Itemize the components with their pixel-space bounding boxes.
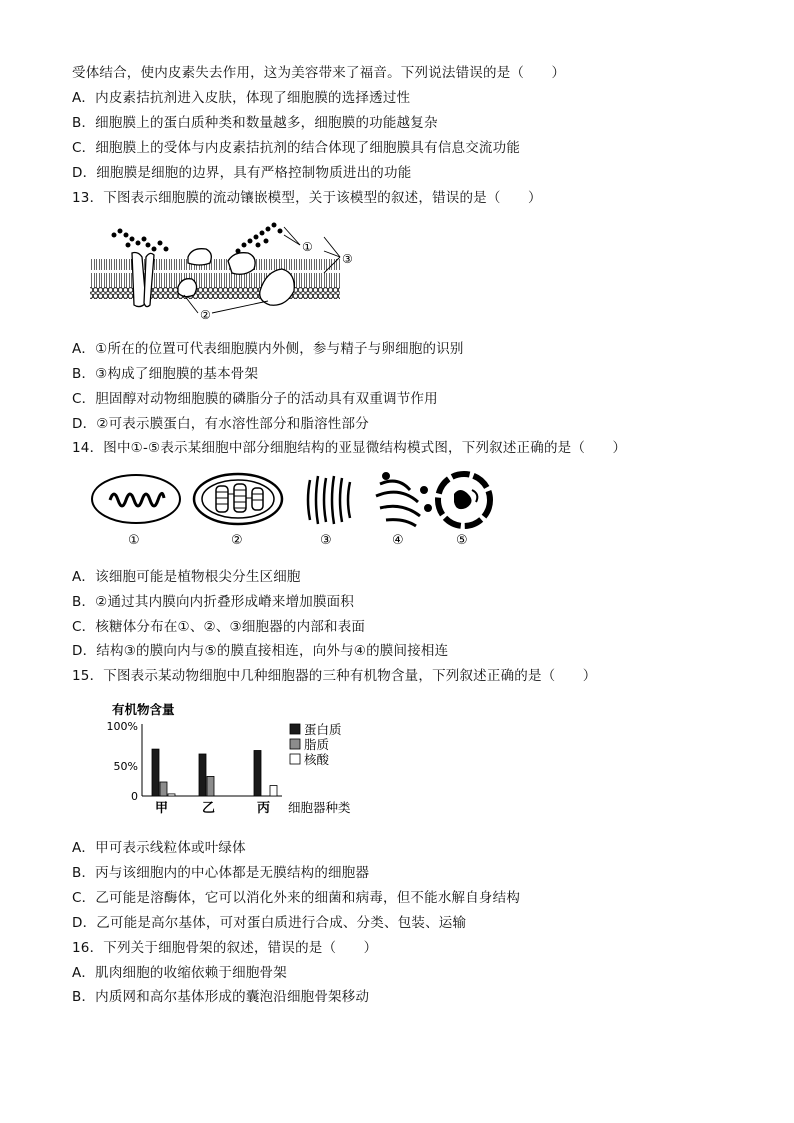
q14-option-d: D．结构③的膜向内与⑤的膜直接相连，向外与④的膜间接相连 (72, 643, 449, 659)
organelles-figure (88, 468, 498, 550)
y-axis-title: 有机物含量 (112, 702, 175, 717)
legend-label-脂质: 脂质 (304, 737, 330, 752)
legend-swatch-脂质 (290, 739, 300, 749)
label-2: ② (231, 533, 243, 548)
x-tick-丙: 丙 (257, 801, 271, 816)
phospholipid-bilayer (90, 259, 340, 299)
q16-option-a: A．肌肉细胞的收缩依赖于细胞骨架 (72, 965, 287, 981)
q15-option-a: A．甲可表示线粒体或叶绿体 (72, 840, 246, 856)
label-1: ① (128, 533, 140, 548)
bar-甲-蛋白质 (152, 749, 159, 796)
nucleus-icon (438, 474, 490, 526)
mitochondrion-icon (92, 475, 180, 523)
q15-stem: 15．下图表示某动物细胞中几种细胞器的三种有机物含量，下列叙述正确的是（ ） (72, 668, 597, 684)
q16-stem: 16．下列关于细胞骨架的叙述，错误的是（ ） (72, 940, 378, 956)
q12-option-d: D．细胞膜是细胞的边界，具有严格控制物质进出的功能 (72, 165, 412, 181)
q16-option-b: B．内质网和高尔基体形成的囊泡沿细胞骨架移动 (72, 989, 370, 1005)
bar-丙-核酸 (270, 786, 277, 797)
x-tick-甲: 甲 (155, 801, 169, 816)
q14-option-b: B．②通过其内膜向内折叠形成嵴来增加膜面积 (72, 594, 355, 610)
q12-stem-tail: 受体结合，使内皮素失去作用，这为美容带来了福音。下列说法错误的是（ ） (72, 65, 566, 81)
legend-label-核酸: 核酸 (304, 752, 330, 767)
glycocalyx-right (236, 223, 283, 254)
y-tick-100: 100% (106, 720, 138, 733)
legend-swatch-蛋白质 (290, 724, 300, 734)
legend-label-蛋白质: 蛋白质 (304, 722, 342, 737)
label-5: ⑤ (456, 533, 468, 548)
label-3: ③ (320, 533, 332, 548)
golgi-apparatus-icon (376, 474, 431, 527)
glycoprotein (228, 253, 255, 275)
q15-option-c: C．乙可能是溶酶体，它可以消化外来的细菌和病毒，但不能水解自身结构 (72, 890, 521, 906)
bar-乙-脂质 (207, 776, 214, 796)
organic-content-chart (104, 700, 384, 820)
y-tick-0: 0 (131, 790, 138, 803)
membrane-model-figure (88, 213, 368, 325)
chloroplast-icon (194, 474, 282, 524)
q13-option-d: D．②可表示膜蛋白，有水溶性部分和脂溶性部分 (72, 416, 369, 432)
x-axis-title: 细胞器种类 (288, 800, 351, 815)
y-tick-50: 50% (113, 760, 138, 773)
label-4: ④ (392, 533, 404, 548)
bar-甲-核酸 (168, 794, 175, 796)
label-2: ② (200, 308, 211, 322)
q15-option-d: D．乙可能是高尔基体，可对蛋白质进行合成、分类、包装、运输 (72, 915, 467, 931)
q13-option-c: C．胆固醇对动物细胞膜的磷脂分子的活动具有双重调节作用 (72, 391, 438, 407)
q12-option-c: C．细胞膜上的受体与内皮素拮抗剂的结合体现了细胞膜具有信息交流功能 (72, 140, 521, 156)
q12-option-b: B．细胞膜上的蛋白质种类和数量越多，细胞膜的功能越复杂 (72, 115, 438, 131)
q14-option-c: C．核糖体分布在①、②、③细胞器的内部和表面 (72, 619, 366, 635)
label-3: ③ (342, 252, 353, 266)
surface-protein (188, 249, 211, 265)
q12-option-a: A．内皮素拮抗剂进入皮肤，体现了细胞膜的选择透过性 (72, 90, 411, 106)
bar-乙-蛋白质 (199, 754, 206, 796)
q13-option-a: A．①所在的位置可代表细胞膜内外侧，参与精子与卵细胞的识别 (72, 341, 464, 357)
bar-丙-蛋白质 (254, 751, 261, 797)
legend-swatch-核酸 (290, 754, 300, 764)
endoplasmic-reticulum-icon (308, 476, 350, 524)
glycocalyx-left (112, 229, 169, 252)
label-1: ① (302, 240, 313, 254)
q13-stem: 13．下图表示细胞膜的流动镶嵌模型，关于该模型的叙述，错误的是（ ） (72, 190, 542, 206)
q15-option-b: B．丙与该细胞内的中心体都是无膜结构的细胞器 (72, 865, 370, 881)
q14-option-a: A．该细胞可能是植物根尖分生区细胞 (72, 569, 301, 585)
membrane-protein-2 (178, 279, 197, 297)
bar-甲-脂质 (160, 782, 167, 796)
q14-stem: 14．图中①-⑤表示某细胞中部分细胞结构的亚显微结构模式图，下列叙述正确的是（ ） (72, 440, 627, 456)
q13-option-b: B．③构成了细胞膜的基本骨架 (72, 366, 259, 382)
x-tick-乙: 乙 (202, 801, 216, 816)
